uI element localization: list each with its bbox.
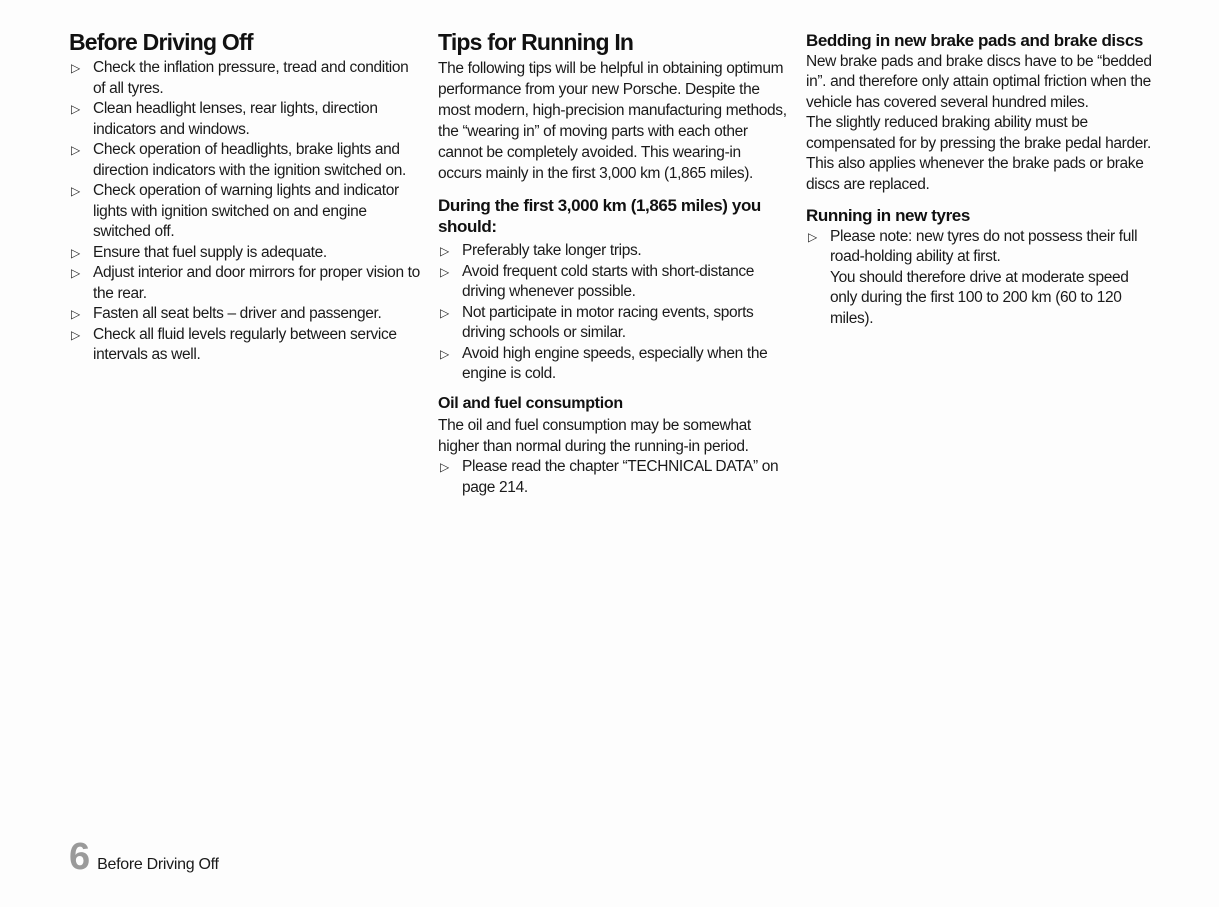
triangle-right-icon: ▷ xyxy=(71,143,80,157)
oil-fuel-paragraph: The oil and fuel consumption may be somewhat higher than normal during the running-in period. xyxy=(438,417,751,455)
list-item: ▷ Avoid high engine speeds, especially when the engine is cold. xyxy=(440,344,768,382)
column-brakes-tyres xyxy=(806,27,1156,329)
subheading-bedding-brake-pads: Bedding in new brake pads and brake discs xyxy=(806,31,1143,50)
triangle-right-icon: ▷ xyxy=(440,244,449,258)
list-item: ▷ Adjust interior and door mirrors for proper vision to the rear. xyxy=(71,264,420,302)
page-footer xyxy=(69,838,219,876)
tyres-list xyxy=(806,227,1156,330)
subheading-running-in-new-tyres: Running in new tyres xyxy=(806,206,970,225)
checklist-before-driving xyxy=(69,58,421,366)
triangle-right-icon: ▷ xyxy=(71,266,80,280)
subheading-first-3000-km: During the first 3,000 km (1,865 miles) you should: xyxy=(438,196,761,236)
oil-fuel-list xyxy=(438,457,788,498)
subheading-oil-fuel-consumption: Oil and fuel consumption xyxy=(438,394,623,412)
column-before-driving-off xyxy=(69,27,421,366)
brakes-paragraph-1: New brake pads and brake discs have to be “bedded in”. and therefore only attain optimal friction when the vehicle has covered several hundred miles. xyxy=(806,52,1152,111)
triangle-right-icon: ▷ xyxy=(71,245,80,260)
triangle-right-icon: ▷ xyxy=(71,61,80,75)
list-item: ▷ Check the inflation pressure, tread and condition of all tyres. xyxy=(71,59,409,97)
intro-paragraph: The following tips will be helpful in obtaining optimum performance from your new Porsche. Despite the most modern, high-precision manufacturing methods, the “wearing in” of moving parts with each other cannot be completely avoided. This wearing-in occurs mainly in the first 3,000 km (1,865 miles). xyxy=(438,60,787,182)
list-item xyxy=(806,227,1156,330)
triangle-right-icon: ▷ xyxy=(440,346,449,361)
footer-section-title: Before Driving Off xyxy=(97,856,219,873)
triangle-right-icon: ▷ xyxy=(808,229,817,244)
page-number: 6 xyxy=(69,836,90,878)
triangle-right-icon: ▷ xyxy=(440,305,449,320)
list-item: ▷ Fasten all seat belts – driver and passenger. xyxy=(69,304,421,325)
list-item: ▷ Clean headlight lenses, rear lights, direction indicators and windows. xyxy=(71,100,378,138)
list-item: ▷ Ensure that fuel supply is adequate. xyxy=(69,243,421,264)
triangle-right-icon: ▷ xyxy=(71,307,80,321)
list-item: ▷ Check operation of headlights, brake lights and direction indicators with the ignition switched on. xyxy=(71,141,406,179)
section-heading-tips-running-in: Tips for Running In xyxy=(438,29,634,55)
tyres-note: Please note: new tyres do not possess their full road-holding ability at first. xyxy=(830,227,1138,265)
section-heading-before-driving-off: Before Driving Off xyxy=(69,29,253,55)
running-in-list xyxy=(438,241,788,385)
triangle-right-icon: ▷ xyxy=(71,184,80,198)
tyres-note-continued: You should therefore drive at moderate speed only during the first 100 to 200 km (60 to 120 miles). xyxy=(830,268,1129,327)
triangle-right-icon: ▷ xyxy=(440,460,449,474)
triangle-right-icon: ▷ xyxy=(71,102,80,116)
brakes-paragraph-2: The slightly reduced braking ability must be compensated for by pressing the brake pedal harder. This also applies whenever the brake pads or brake discs are replaced. xyxy=(806,114,1151,193)
list-item: ▷ Preferably take longer trips. xyxy=(438,241,788,262)
list-item: ▷ Please read the chapter “TECHNICAL DATA” on page 214. xyxy=(440,458,779,496)
list-item: ▷ Check operation of warning lights and indicator lights with ignition switched on and engine switched off. xyxy=(71,182,399,240)
list-item: ▷ Check all fluid levels regularly between service intervals as well. xyxy=(71,325,397,363)
column-tips-running-in xyxy=(438,27,788,498)
list-item: ▷ Not participate in motor racing events, sports driving schools or similar. xyxy=(440,303,754,341)
list-item: ▷ Avoid frequent cold starts with short-distance driving whenever possible. xyxy=(440,262,755,300)
triangle-right-icon: ▷ xyxy=(440,264,449,279)
triangle-right-icon: ▷ xyxy=(71,327,80,342)
